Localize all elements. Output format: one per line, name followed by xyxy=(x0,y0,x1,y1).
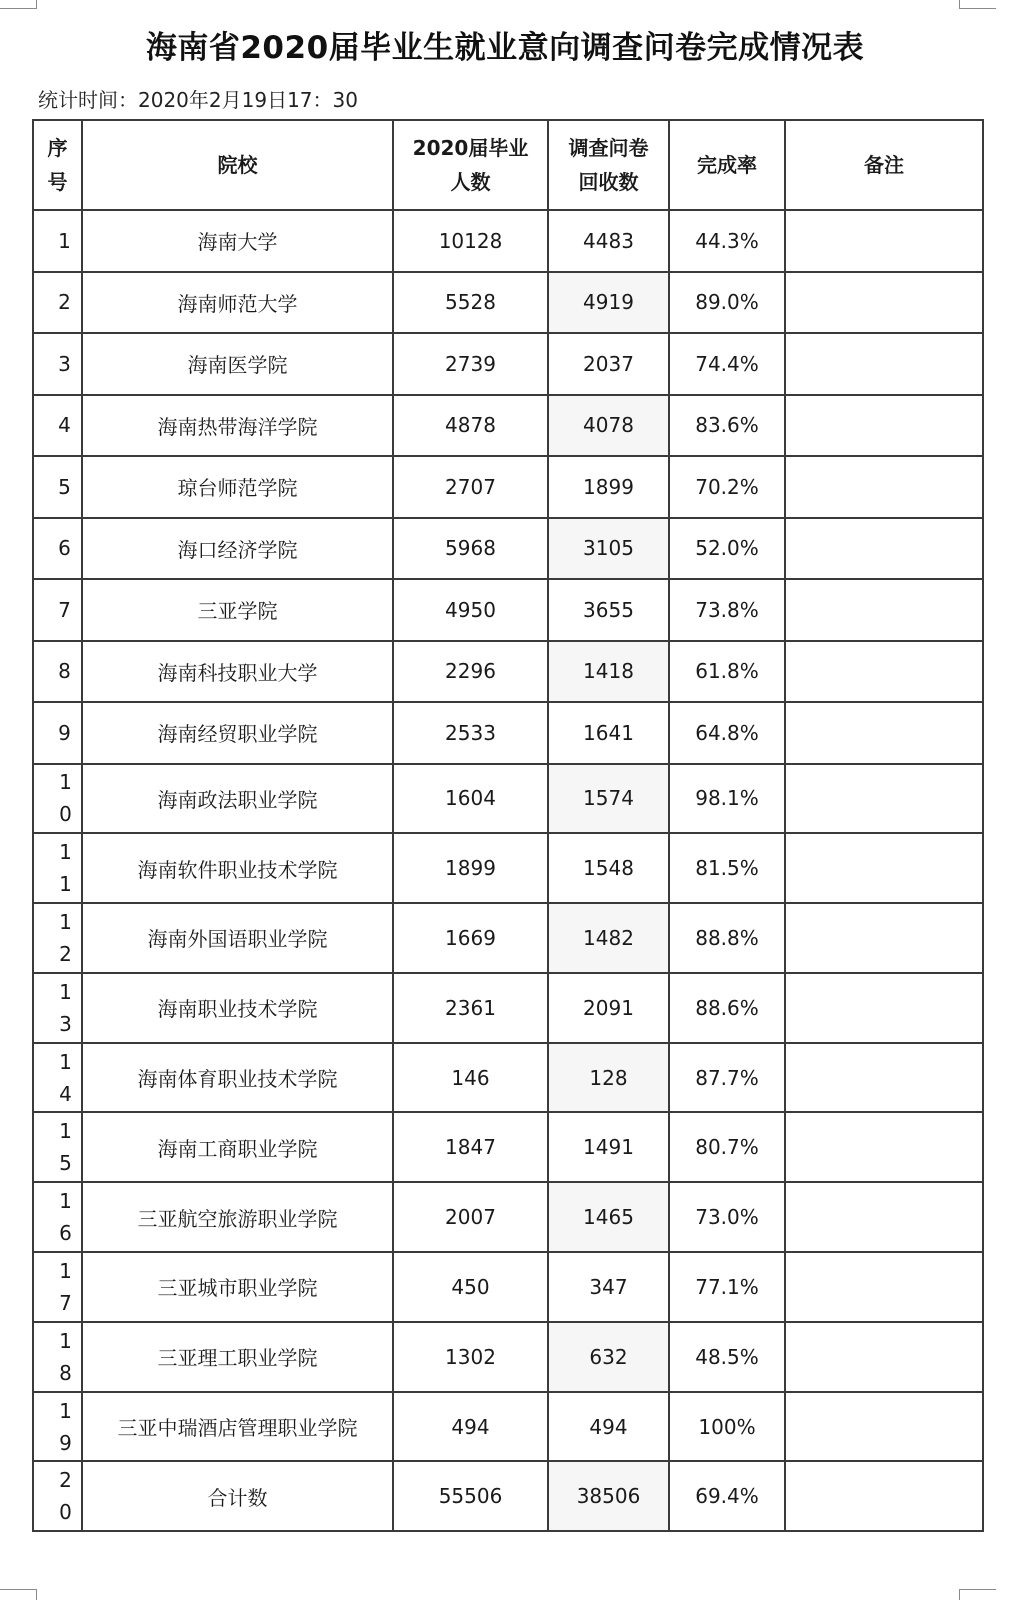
completion-rate: 88.6% xyxy=(669,973,785,1043)
school-name: 海南大学 xyxy=(82,210,393,272)
completion-rate: 48.5% xyxy=(669,1322,785,1392)
table-row xyxy=(33,1461,983,1531)
row-index-digit-2: 2 xyxy=(59,941,72,966)
row-index-digit-1: 1 xyxy=(59,1049,72,1074)
row-index-digit-1: 5 xyxy=(58,474,71,499)
row-index-digit-1: 1 xyxy=(59,1258,72,1283)
returned-count: 1548 xyxy=(548,833,669,903)
row-index-digit-2: 1 xyxy=(59,872,72,897)
note-cell xyxy=(785,1461,983,1531)
school-name: 海南职业技术学院 xyxy=(82,973,393,1043)
completion-rate: 89.0% xyxy=(669,272,785,334)
row-index xyxy=(33,903,82,973)
note-cell xyxy=(785,1112,983,1182)
returned-count: 128 xyxy=(548,1043,669,1113)
header-index-line1: 序 xyxy=(47,136,68,160)
note-cell xyxy=(785,973,983,1043)
returned-count: 1482 xyxy=(548,903,669,973)
completion-rate: 70.2% xyxy=(669,456,785,518)
table-row xyxy=(33,641,983,703)
note-cell xyxy=(785,395,983,457)
header-returned-line1: 调查问卷 xyxy=(568,136,649,160)
table-row xyxy=(33,903,983,973)
row-index xyxy=(33,1392,82,1462)
school-name: 海南科技职业大学 xyxy=(82,641,393,703)
graduate-count: 146 xyxy=(393,1043,548,1113)
row-index-digit-2: 4 xyxy=(59,1081,72,1106)
note-cell xyxy=(785,764,983,834)
row-index-digit-2: 5 xyxy=(59,1151,72,1176)
school-name: 海南热带海洋学院 xyxy=(82,395,393,457)
table-row xyxy=(33,395,983,457)
graduate-count: 2707 xyxy=(393,456,548,518)
graduate-count: 1899 xyxy=(393,833,548,903)
note-cell xyxy=(785,579,983,641)
row-index-digit-2: 9 xyxy=(59,1430,72,1455)
note-cell xyxy=(785,833,983,903)
school-name: 三亚中瑞酒店管理职业学院 xyxy=(82,1392,393,1462)
graduate-count: 5968 xyxy=(393,518,548,580)
graduate-count: 2296 xyxy=(393,641,548,703)
row-index xyxy=(33,518,82,580)
row-index xyxy=(33,1322,82,1392)
returned-count: 2037 xyxy=(548,333,669,395)
school-name: 琼台师范学院 xyxy=(82,456,393,518)
note-cell xyxy=(785,702,983,764)
graduate-count: 450 xyxy=(393,1252,548,1322)
returned-count: 1641 xyxy=(548,702,669,764)
table-row xyxy=(33,1043,983,1113)
completion-rate: 77.1% xyxy=(669,1252,785,1322)
graduate-count: 1847 xyxy=(393,1112,548,1182)
graduate-count: 1302 xyxy=(393,1322,548,1392)
graduate-count: 2007 xyxy=(393,1182,548,1252)
table-row xyxy=(33,518,983,580)
header-graduates-line1: 2020届毕业 xyxy=(412,136,529,160)
returned-count: 1465 xyxy=(548,1182,669,1252)
row-index-digit-1: 4 xyxy=(58,413,71,438)
table-row xyxy=(33,1322,983,1392)
school-name: 海南政法职业学院 xyxy=(82,764,393,834)
completion-rate: 87.7% xyxy=(669,1043,785,1113)
document-title: 海南省2020届毕业生就业意向调查问卷完成情况表 xyxy=(145,30,865,66)
note-cell xyxy=(785,210,983,272)
row-index xyxy=(33,702,82,764)
row-index xyxy=(33,1043,82,1113)
school-name: 海南软件职业技术学院 xyxy=(82,833,393,903)
school-name: 三亚航空旅游职业学院 xyxy=(82,1182,393,1252)
completion-rate: 44.3% xyxy=(669,210,785,272)
table-row xyxy=(33,833,983,903)
row-index-digit-1: 1 xyxy=(59,770,72,795)
row-index-digit-2: 3 xyxy=(59,1011,72,1036)
school-name: 合计数 xyxy=(82,1461,393,1531)
completion-rate: 83.6% xyxy=(669,395,785,457)
graduate-count: 1669 xyxy=(393,903,548,973)
note-cell xyxy=(785,333,983,395)
table-row xyxy=(33,333,983,395)
table-row xyxy=(33,1252,983,1322)
row-index xyxy=(33,764,82,834)
row-index-digit-1: 3 xyxy=(58,351,71,376)
completion-rate: 74.4% xyxy=(669,333,785,395)
table-row xyxy=(33,1112,983,1182)
row-index xyxy=(33,973,82,1043)
returned-count: 347 xyxy=(548,1252,669,1322)
returned-count: 3105 xyxy=(548,518,669,580)
table-row xyxy=(33,210,983,272)
school-name: 三亚学院 xyxy=(82,579,393,641)
row-index xyxy=(33,456,82,518)
row-index-digit-1: 1 xyxy=(59,1328,72,1353)
row-index xyxy=(33,833,82,903)
row-index xyxy=(33,1112,82,1182)
table-row xyxy=(33,973,983,1043)
returned-count: 2091 xyxy=(548,973,669,1043)
statistics-time: 统计时间：2020年2月19日17：30 xyxy=(38,88,358,112)
row-index xyxy=(33,1252,82,1322)
note-cell xyxy=(785,903,983,973)
graduate-count: 4950 xyxy=(393,579,548,641)
completion-rate: 80.7% xyxy=(669,1112,785,1182)
school-name: 海南师范大学 xyxy=(82,272,393,334)
note-cell xyxy=(785,1322,983,1392)
completion-rate: 73.0% xyxy=(669,1182,785,1252)
graduate-count: 5528 xyxy=(393,272,548,334)
note-cell xyxy=(785,641,983,703)
row-index-digit-1: 6 xyxy=(58,536,71,561)
returned-count: 3655 xyxy=(548,579,669,641)
returned-count: 1574 xyxy=(548,764,669,834)
header-school: 院校 xyxy=(82,120,393,210)
crop-mark-bottom-right xyxy=(959,1589,996,1600)
row-index xyxy=(33,1182,82,1252)
graduate-count: 55506 xyxy=(393,1461,548,1531)
row-index xyxy=(33,210,82,272)
table-row xyxy=(33,764,983,834)
row-index xyxy=(33,333,82,395)
completion-rate: 100% xyxy=(669,1392,785,1462)
row-index-digit-1: 1 xyxy=(59,840,72,865)
row-index-digit-1: 8 xyxy=(58,659,71,684)
crop-mark-top-left xyxy=(0,0,37,9)
graduate-count: 4878 xyxy=(393,395,548,457)
row-index-digit-1: 1 xyxy=(59,909,72,934)
graduate-count: 1604 xyxy=(393,764,548,834)
returned-count: 38506 xyxy=(548,1461,669,1531)
table-row xyxy=(33,272,983,334)
note-cell xyxy=(785,1182,983,1252)
school-name: 三亚城市职业学院 xyxy=(82,1252,393,1322)
row-index-digit-2: 6 xyxy=(59,1221,72,1246)
table-row xyxy=(33,702,983,764)
row-index-digit-1: 1 xyxy=(59,1398,72,1423)
header-returned-line2: 回收数 xyxy=(578,170,639,194)
returned-count: 1899 xyxy=(548,456,669,518)
completion-rate: 88.8% xyxy=(669,903,785,973)
row-index xyxy=(33,272,82,334)
returned-count: 4078 xyxy=(548,395,669,457)
row-index-digit-2: 0 xyxy=(59,802,72,827)
graduate-count: 2739 xyxy=(393,333,548,395)
row-index-digit-1: 2 xyxy=(59,1468,72,1493)
row-index xyxy=(33,395,82,457)
school-name: 海南经贸职业学院 xyxy=(82,702,393,764)
header-graduates-line2: 人数 xyxy=(450,170,491,194)
row-index-digit-1: 1 xyxy=(59,979,72,1004)
graduate-count: 2533 xyxy=(393,702,548,764)
completion-rate: 81.5% xyxy=(669,833,785,903)
table-row xyxy=(33,1182,983,1252)
row-index-digit-1: 7 xyxy=(58,597,71,622)
school-name: 海南医学院 xyxy=(82,333,393,395)
note-cell xyxy=(785,456,983,518)
row-index xyxy=(33,641,82,703)
returned-count: 494 xyxy=(548,1392,669,1462)
school-name: 海口经济学院 xyxy=(82,518,393,580)
school-name: 三亚理工职业学院 xyxy=(82,1322,393,1392)
header-completion-rate: 完成率 xyxy=(669,120,785,210)
returned-count: 632 xyxy=(548,1322,669,1392)
completion-rate: 61.8% xyxy=(669,641,785,703)
school-name: 海南体育职业技术学院 xyxy=(82,1043,393,1113)
note-cell xyxy=(785,518,983,580)
table-header-row xyxy=(33,120,983,210)
header-returned xyxy=(548,120,669,210)
row-index xyxy=(33,1461,82,1531)
returned-count: 1418 xyxy=(548,641,669,703)
returned-count: 4919 xyxy=(548,272,669,334)
returned-count: 4483 xyxy=(548,210,669,272)
row-index-digit-1: 1 xyxy=(59,1189,72,1214)
school-name: 海南外国语职业学院 xyxy=(82,903,393,973)
row-index-digit-1: 9 xyxy=(58,720,71,745)
crop-mark-bottom-left xyxy=(0,1589,37,1600)
returned-count: 1491 xyxy=(548,1112,669,1182)
table-row xyxy=(33,1392,983,1462)
survey-completion-table xyxy=(32,119,984,1532)
table-row xyxy=(33,579,983,641)
header-note: 备注 xyxy=(785,120,983,210)
row-index-digit-1: 1 xyxy=(58,228,71,253)
row-index-digit-2: 8 xyxy=(59,1360,72,1385)
note-cell xyxy=(785,1043,983,1113)
note-cell xyxy=(785,1392,983,1462)
header-index xyxy=(33,120,82,210)
row-index-digit-2: 7 xyxy=(59,1290,72,1315)
row-index-digit-1: 2 xyxy=(58,290,71,315)
school-name: 海南工商职业学院 xyxy=(82,1112,393,1182)
header-index-line2: 号 xyxy=(47,170,68,194)
note-cell xyxy=(785,272,983,334)
completion-rate: 64.8% xyxy=(669,702,785,764)
table-row xyxy=(33,456,983,518)
row-index-digit-1: 1 xyxy=(59,1119,72,1144)
completion-rate: 98.1% xyxy=(669,764,785,834)
crop-mark-top-right xyxy=(959,0,996,9)
graduate-count: 2361 xyxy=(393,973,548,1043)
note-cell xyxy=(785,1252,983,1322)
row-index-digit-2: 0 xyxy=(59,1500,72,1525)
completion-rate: 73.8% xyxy=(669,579,785,641)
completion-rate: 69.4% xyxy=(669,1461,785,1531)
row-index xyxy=(33,579,82,641)
graduate-count: 10128 xyxy=(393,210,548,272)
completion-rate: 52.0% xyxy=(669,518,785,580)
header-graduates xyxy=(393,120,548,210)
graduate-count: 494 xyxy=(393,1392,548,1462)
